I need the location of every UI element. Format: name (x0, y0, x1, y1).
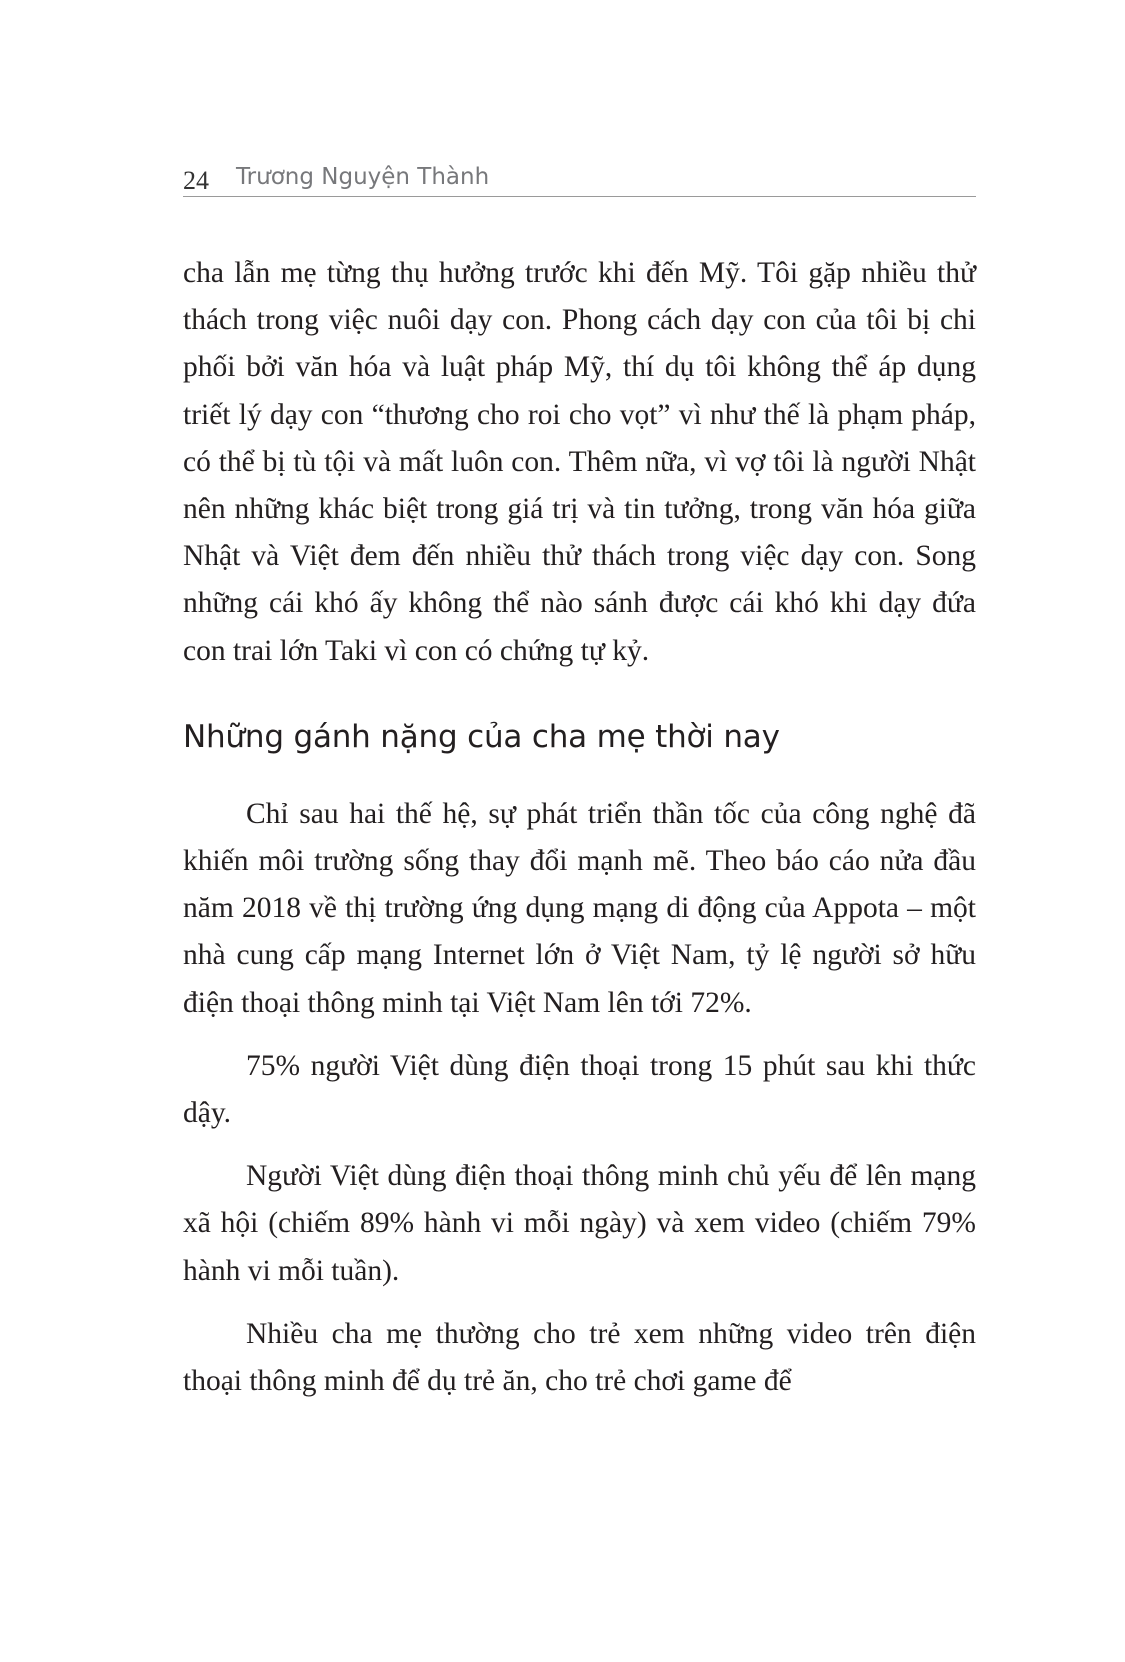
body-text (183, 250, 976, 1405)
paragraph: Người Việt dùng điện thoại thông minh chủ yếu để lên mạng xã hội (chiếm 89% hành vi mỗi ngày) và xem video (chiếm 79% hành vi mỗi tuần). (183, 1160, 976, 1287)
paragraph: Nhiều cha mẹ thường cho trẻ xem những video trên điện thoại thông minh để dụ trẻ ăn, cho trẻ chơi game để (183, 1317, 976, 1398)
running-head-author: Trương Nguyện Thành (236, 164, 490, 190)
section-heading: Những gánh nặng của cha mẹ thời nay (183, 718, 780, 755)
paragraph-continued: cha lẫn mẹ từng thụ hưởng trước khi đến Mỹ. Tôi gặp nhiều thử thách trong việc nuôi dạy con. Phong cách dạy con của tôi bị chi phối bởi văn hóa và luật pháp Mỹ, thí dụ tôi không thể áp dụng triết lý dạy con “thương cho roi cho vọt” vì như thế là phạm pháp, có thể bị tù tội và mất luôn con. Thêm nữa, vì vợ tôi là người Nhật nên những khác biệt trong giá trị và tin tưởng, trong văn hóa giữa Nhật và Việt đem đến nhiều thử thách trong việc dạy con. Song những cái khó ấy không thể nào sánh được cái khó khi dạy đứa con trai lớn Taki vì con có chứng tự kỷ. (183, 257, 976, 667)
paragraph: Chỉ sau hai thế hệ, sự phát triển thần tốc của công nghệ đã khiến môi trường sống thay đổi mạnh mẽ. Theo báo cáo nửa đầu năm 2018 về thị trường ứng dụng mạng di động của Appota – một nhà cung cấp mạng Internet lớn ở Việt Nam, tỷ lệ người sở hữu điện thoại thông minh tại Việt Nam lên tới 72%. (183, 797, 976, 1019)
page-number: 24 (183, 166, 209, 195)
paragraph: 75% người Việt dùng điện thoại trong 15 phút sau khi thức dậy. (183, 1049, 976, 1130)
page-header (183, 162, 976, 197)
